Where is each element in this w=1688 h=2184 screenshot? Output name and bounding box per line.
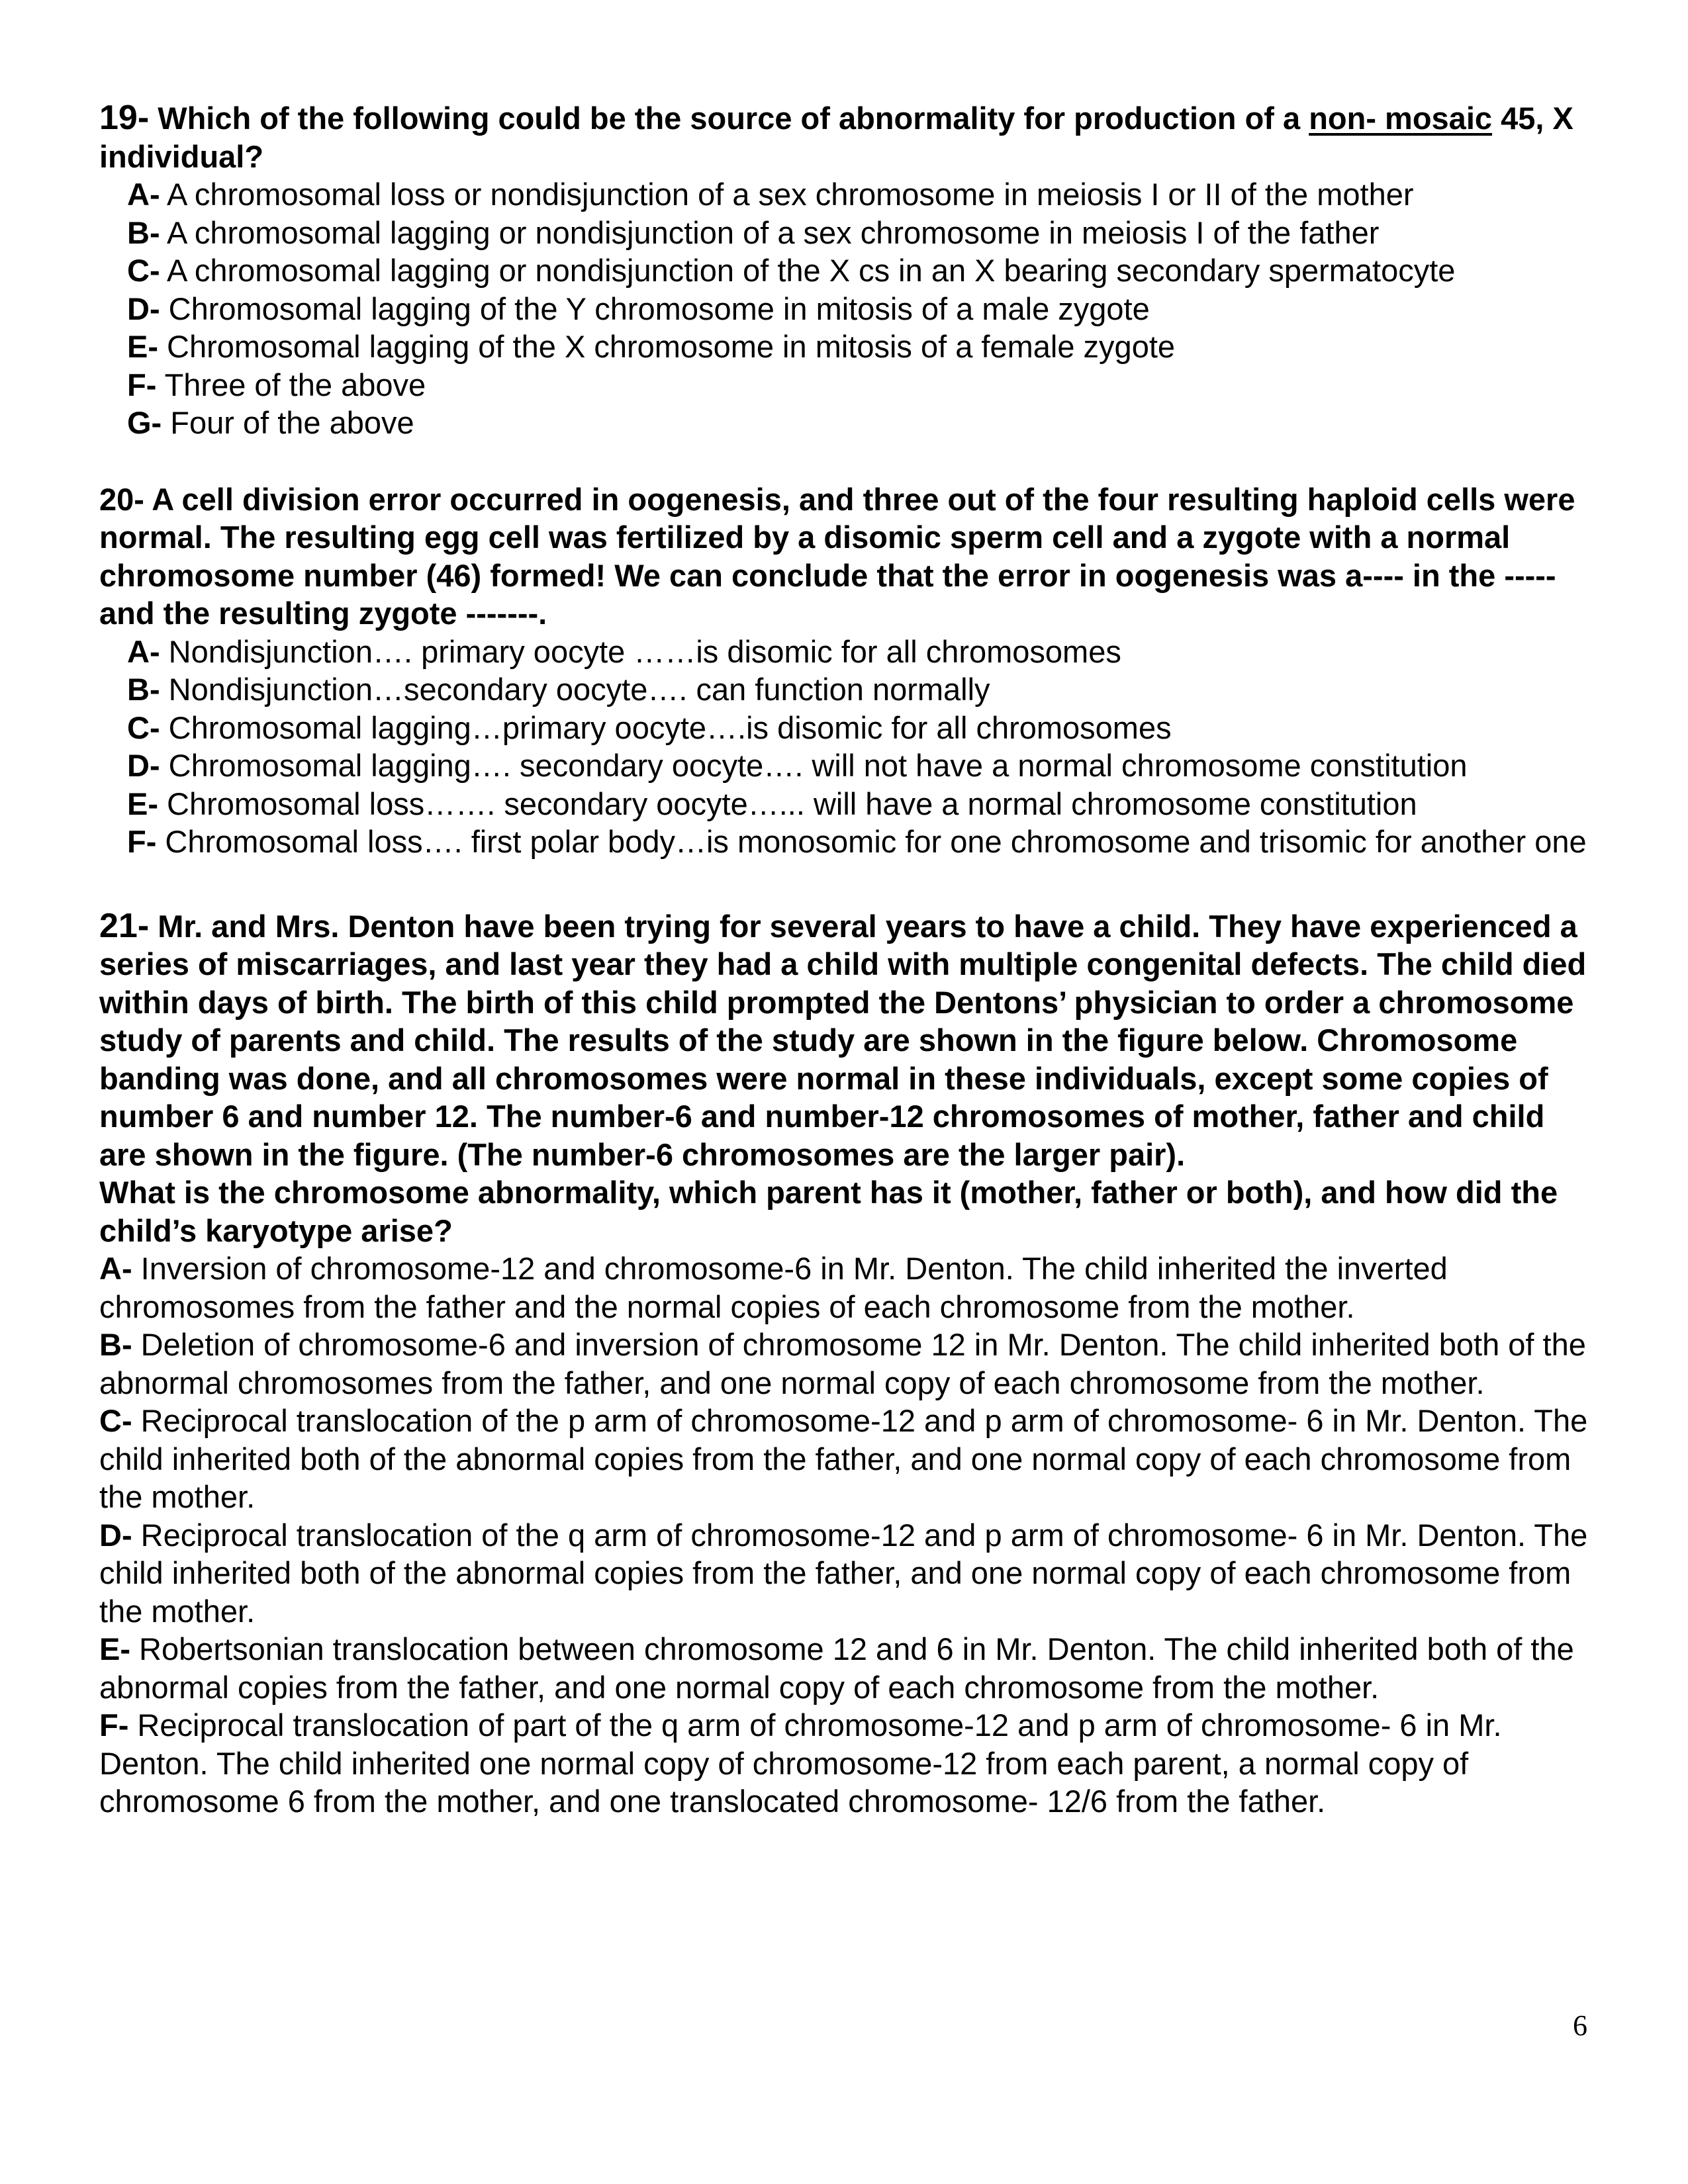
question-stem: 20- A cell division error occurred in oogenesis, and three out of the four resulting haploid cells were normal. The resulting egg cell was fertilized by a disomic sperm cell and a zygote with a normal chromosome number (46) formed! We can conclude that the error in oogenesis was a---- in the ----- and the resulting zygote -------. [99,481,1575,631]
question-21 [99,907,1589,1821]
option-f: F- Chromosomal loss…. first polar body…is monosomic for one chromosome and trisomic for another one [127,824,1587,859]
exam-page [99,99,1589,1858]
question-stem: 21- Mr. and Mrs. Denton have been trying for several years to have a child. They have experienced a series of miscarriages, and last year they had a child with multiple congenital defects. The child died within days of birth. The birth of this child prompted the Dentons’ physician to order a chromosome study of parents and child. The results of the study are shown in the figure below. Chromosome banding was done, and all chromosomes were normal in these individuals, except some copies of number 6 and number 12. The number-6 and number-12 chromosomes of mother, father and child are shown in the figure. (The number-6 chromosomes are the larger pair). [99,906,1587,1172]
underlined-term: non- mosaic [1309,101,1493,136]
option-b: B- Nondisjunction…secondary oocyte…. can function normally [127,672,990,707]
question-number: 19- [99,99,150,137]
question-number: 20- [99,481,144,517]
option-e: E- Chromosomal loss……. secondary oocyte…... will have a normal chromosome constitution [127,786,1417,821]
question-prompt: What is the chromosome abnormality, which parent has it (mother, father or both), and how did the child’s karyotype arise? [99,1175,1558,1248]
question-number: 21- [99,906,150,945]
option-c: C- Reciprocal translocation of the p arm of chromosome-12 and p arm of chromosome- 6 in Mr. Denton. The child inherited both of the abnormal copies from the father, and one normal copy of each chromosome from the mother. [99,1403,1588,1514]
option-c: C- A chromosomal lagging or nondisjunction of the X cs in an X bearing secondary spermatocyte [127,253,1456,288]
question-20 [99,480,1589,861]
option-a: A- Inversion of chromosome-12 and chromosome-6 in Mr. Denton. The child inherited the inverted chromosomes from the father and the normal copies of each chromosome from the mother. [99,1251,1448,1324]
option-f: F- Three of the above [127,367,426,402]
option-d: D- Chromosomal lagging…. secondary oocyte…. will not have a normal chromosome constitution [127,748,1468,783]
option-a: A- Nondisjunction…. primary oocyte ……is disomic for all chromosomes [127,633,1121,669]
option-b: B- A chromosomal lagging or nondisjunction of a sex chromosome in meiosis I of the father [127,214,1380,250]
option-g: G- Four of the above [127,405,414,440]
option-b: B- Deletion of chromosome-6 and inversion of chromosome 12 in Mr. Denton. The child inherited both of the abnormal chromosomes from the father, and one normal copy of each chromosome from the mother. [99,1327,1586,1400]
option-f: F- Reciprocal translocation of part of the q arm of chromosome-12 and p arm of chromosome- 6 in Mr. Denton. The child inherited one normal copy of chromosome-12 from each parent, a normal copy of chromosome 6 from the mother, and one translocated chromosome- 12/6 from the father. [99,1707,1502,1819]
option-e: E- Robertsonian translocation between chromosome 12 and 6 in Mr. Denton. The child inherited both of the abnormal copies from the father, and one normal copy of each chromosome from the mother. [99,1631,1574,1705]
option-e: E- Chromosomal lagging of the X chromosome in mitosis of a female zygote [127,329,1176,364]
question-stem: 19- Which of the following could be the source of abnormality for production of a non- mosaic 45, X individual? [99,99,1573,174]
option-d: D- Chromosomal lagging of the Y chromosome in mitosis of a male zygote [127,291,1150,326]
option-a: A- A chromosomal loss or nondisjunction of a sex chromosome in meiosis I or II of the mother [127,177,1414,212]
option-c: C- Chromosomal lagging…primary oocyte….is disomic for all chromosomes [127,709,1172,745]
question-19 [99,99,1589,442]
option-d: D- Reciprocal translocation of the q arm of chromosome-12 and p arm of chromosome- 6 in Mr. Denton. The child inherited both of the abnormal copies from the father, and one normal copy of each chromosome from the mother. [99,1517,1588,1629]
page-number: 6 [1573,2009,1587,2042]
